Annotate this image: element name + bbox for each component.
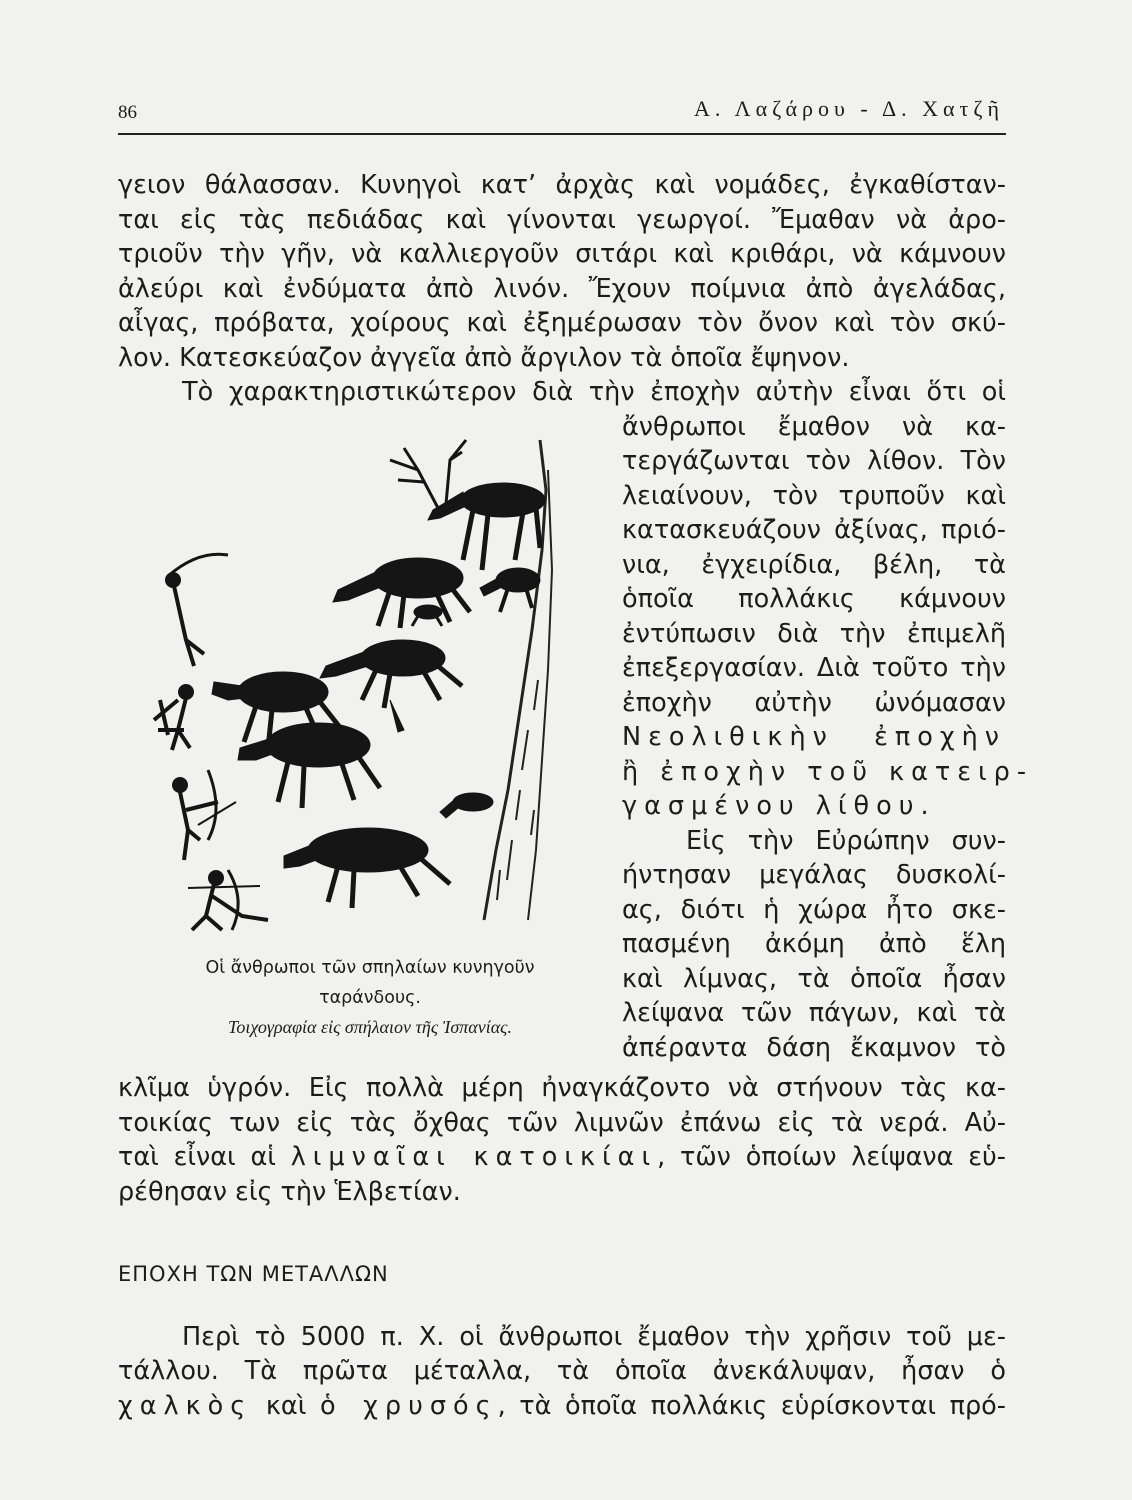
text-run: , τῶν ὁποίων λείψανα εὑ- <box>657 1142 1007 1172</box>
text-line: Εἰς τὴν Εὐρώπην συν- <box>686 826 1006 856</box>
text-line: τοικίας των εἰς τὰς ὄχθας τῶν λιμνῶν ἐπάνω εἰς τὰ νερά. Αὐ- <box>118 1108 1006 1138</box>
text-line: καὶ λίμνας, τὰ ὁποῖα ἦσαν <box>622 964 1006 994</box>
text-line <box>118 1140 1006 1175</box>
figure-caption-line-2: ταράνδους. <box>319 988 421 1008</box>
text-run: ταὶ εἶναι αἱ <box>118 1142 291 1172</box>
figure-caption-source: Τοιχογραφία εἰς σπήλαιον τῆς Ἰσπανίας. <box>228 1017 512 1037</box>
cave-painting-figure <box>128 430 598 950</box>
text-line: ἐπεξεργασίαν. Διὰ τοῦτο τὴν <box>622 653 1006 683</box>
text-line: πασμένη ἀκόμη ἀπὸ ἕλη <box>622 929 1006 959</box>
running-header-authors: Α. Λαζάρου - Δ. Χατζῆ <box>694 96 1004 121</box>
header-rule <box>118 133 1006 135</box>
text-line: ας, διότι ἡ χώρα ἦτο σκε- <box>622 895 1006 925</box>
text-line: ἀλεύρι καὶ ἐνδύματα ἀπὸ λινόν. Ἔχουν ποίμνια ἀπὸ ἀγελάδας, <box>118 274 1006 304</box>
text-line-spaced: ἢ ἐποχὴν τοῦ κατειρ- <box>622 757 1034 787</box>
text-line: τεργάζωνται τὸν λίθον. Τὸν <box>622 446 1006 476</box>
text-run: , τὰ ὁποῖα πολλάκις εὑρίσκονται πρό- <box>497 1391 1006 1421</box>
text-line: τάλλου. Τὰ πρῶτα μέταλλα, τὰ ὁποῖα ἀνεκάλυψαν, ἦσαν ὁ <box>118 1356 1006 1386</box>
emphasized-term: λιμναῖαι κατοικίαι <box>290 1142 658 1172</box>
deer-herd <box>212 440 545 908</box>
text-line: ται εἰς τὰς πεδιάδας καὶ γίνονται γεωργοί. Ἔμαθαν νὰ ἀρο- <box>118 205 1006 235</box>
text-line-spaced: Νεολιθικὴν ἐποχὴν <box>622 722 1006 752</box>
text-line <box>118 1389 1006 1424</box>
emphasized-term: ὁ χρυσός <box>319 1391 498 1421</box>
text-line: λείψανα τῶν πάγων, καὶ τὰ <box>622 998 1006 1028</box>
figure-caption-line-1: Οἱ ἄνθρωποι τῶν σπηλαίων κυνηγοῦν <box>205 958 535 978</box>
text-line: ὁποῖα πολλάκις κάμνουν <box>622 584 1006 614</box>
text-line: ήντησαν μεγάλας δυσκολί- <box>622 860 1006 890</box>
emphasized-term: χαλκὸς <box>118 1391 253 1421</box>
text-line-spaced: γασμένου λίθου. <box>622 791 936 821</box>
text-line: ρέθησαν εἰς τὴν Ἑλβετίαν. <box>118 1177 461 1207</box>
text-line: γειον θάλασσαν. Κυνηγοὶ κατ’ ἀρχὰς καὶ νομάδες, ἐγκαθίσταν- <box>118 170 1006 200</box>
text-line: ἐποχὴν αὐτὴν ὠνόμασαν <box>622 688 1006 718</box>
text-line: ἀπέραντα δάση ἔκαμνον τὸ <box>622 1033 1006 1063</box>
text-line: τριοῦν τὴν γῆν, νὰ καλλιεργοῦν σιτάρι καὶ κριθάρι, νὰ κάμνουν <box>118 239 1006 269</box>
text-line: ἄνθρωποι ἔμαθον νὰ κα- <box>622 412 1006 442</box>
text-line: λειαίνουν, τὸν τρυποῦν καὶ <box>622 481 1006 511</box>
text-run: καὶ <box>252 1391 320 1421</box>
page-number: 86 <box>118 102 137 123</box>
section-heading: ΕΠΟΧΗ ΤΩΝ ΜΕΤΑΛΛΩΝ <box>118 1262 389 1286</box>
text-line: κατασκευάζουν ἀξίνας, πριό- <box>622 515 1006 545</box>
hunters <box>154 554 268 930</box>
paragraph-2-first-line: Τὸ χαρακτηριστικώτερον διὰ τὴν ἐποχὴν αὐτὴν εἶναι ὅτι οἱ <box>182 377 1006 407</box>
text-line: κλῖμα ὑγρόν. Εἰς πολλὰ μέρη ἠναγκάζοντο νὰ στήνουν τὰς κα- <box>118 1073 1006 1103</box>
text-line: νια, ἐγχειρίδια, βέλη, τὰ <box>622 550 1006 580</box>
text-line: λον. Κατεσκεύαζον ἀγγεῖα ἀπὸ ἄργιλον τὰ ὁποῖα ἔψηνον. <box>118 343 850 373</box>
text-line: Περὶ τὸ 5000 π. Χ. οἱ ἄνθρωποι ἔμαθον τὴν χρῆσιν τοῦ με- <box>182 1322 1006 1352</box>
text-line: ἐντύπωσιν διὰ τὴν ἐπιμελῆ <box>622 619 1006 649</box>
text-line: αἶγας, πρόβατα, χοίρους καὶ ἐξημέρωσαν τὸν ὄνον καὶ τὸν σκύ- <box>118 308 1006 338</box>
